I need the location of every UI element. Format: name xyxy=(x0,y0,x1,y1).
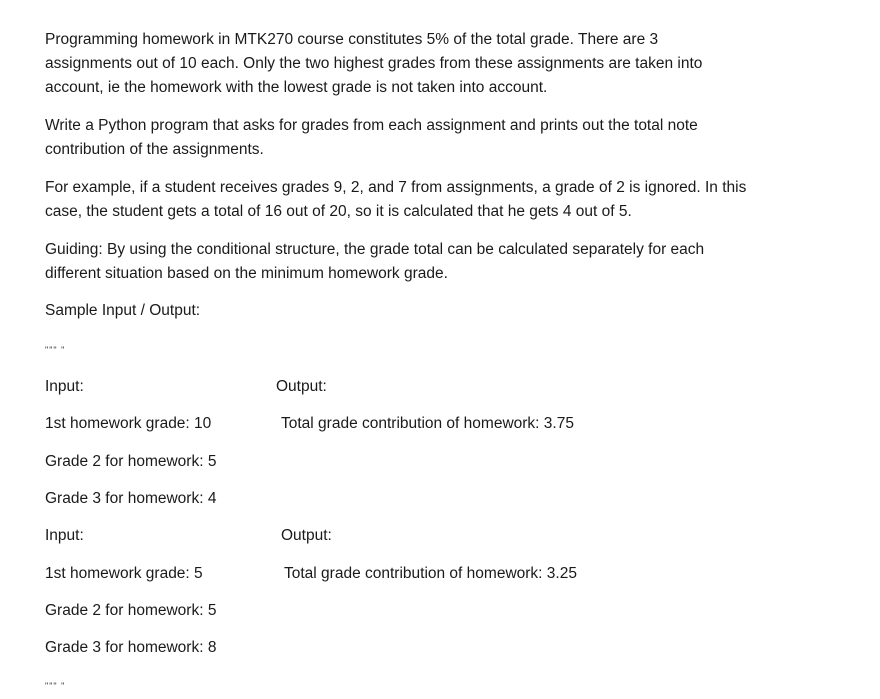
sample-heading: Sample Input / Output: xyxy=(45,302,201,319)
example-2-output-label: Output: xyxy=(281,527,332,544)
paragraph-2-line-1: Write a Python program that asks for grades from each assignment and prints out the total note xyxy=(45,117,698,134)
example-2-input-3: Grade 3 for homework: 8 xyxy=(45,639,217,656)
example-1-input-3: Grade 3 for homework: 4 xyxy=(45,490,217,507)
example-1-input-label: Input: xyxy=(45,378,84,395)
example-2-input-1: 1st homework grade: 5 xyxy=(45,565,203,582)
paragraph-3-line-2: case, the student gets a total of 16 out of 20, so it is calculated that he gets 4 out of 5. xyxy=(45,203,632,220)
example-1-output-label: Output: xyxy=(276,378,327,395)
example-1-input-2: Grade 2 for homework: 5 xyxy=(45,453,217,470)
paragraph-4-line-1: Guiding: By using the conditional structure, the grade total can be calculated separately for each xyxy=(45,241,705,258)
example-2-output: Total grade contribution of homework: 3.25 xyxy=(284,565,577,582)
example-2-input-2: Grade 2 for homework: 5 xyxy=(45,602,217,619)
quote-mark-open: """ " xyxy=(45,345,66,355)
paragraph-1-line-2: assignments out of 10 each. Only the two highest grades from these assignments are taken into xyxy=(45,55,703,72)
paragraph-1-line-3: account, ie the homework with the lowest grade is not taken into account. xyxy=(45,79,548,96)
paragraph-2-line-2: contribution of the assignments. xyxy=(45,141,264,158)
paragraph-3-line-1: For example, if a student receives grades 9, 2, and 7 from assignments, a grade of 2 is ignored. In this xyxy=(45,179,747,196)
paragraph-1-line-1: Programming homework in MTK270 course constitutes 5% of the total grade. There are 3 xyxy=(45,31,659,48)
example-1-input-1: 1st homework grade: 10 xyxy=(45,415,212,432)
example-2-input-label: Input: xyxy=(45,527,84,544)
paragraph-4-line-2: different situation based on the minimum homework grade. xyxy=(45,265,448,282)
quote-mark-close: """ " xyxy=(45,681,66,691)
example-1-output: Total grade contribution of homework: 3.75 xyxy=(281,415,574,432)
